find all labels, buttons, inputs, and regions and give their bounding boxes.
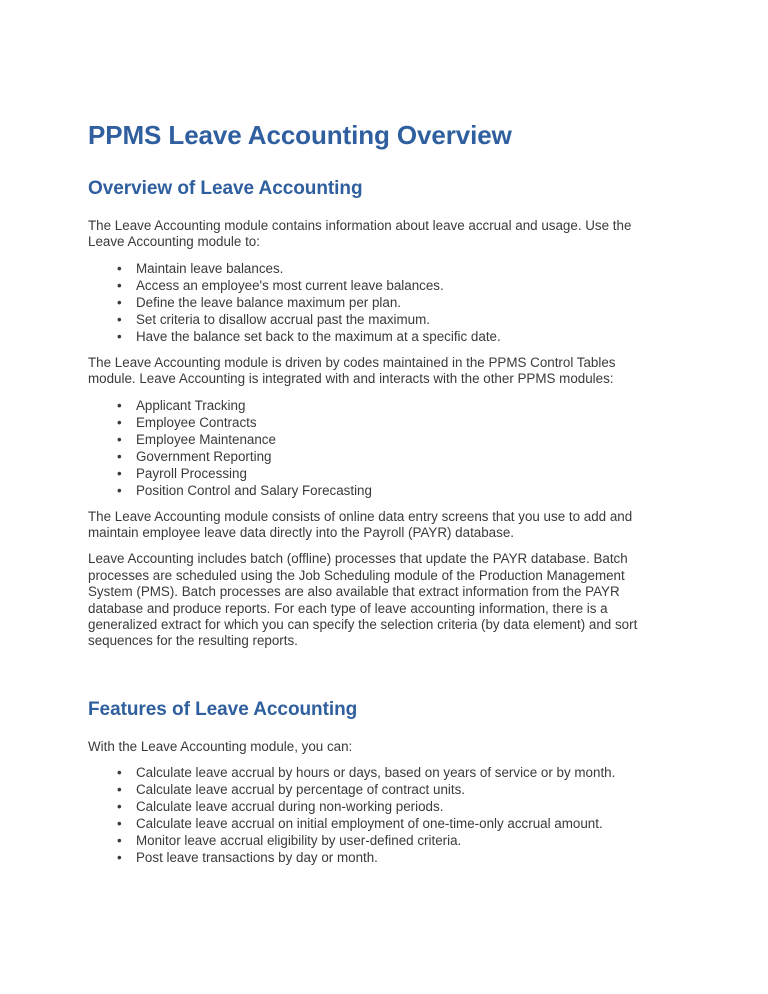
bullet-icon: •	[117, 782, 122, 798]
bullet-icon: •	[117, 799, 122, 815]
modules-paragraph: The Leave Accounting module is driven by codes maintained in the PPMS Control Tables module. Leave Accounting is integrated with and interacts with the other PPMS modules:	[88, 354, 616, 387]
page-title: PPMS Leave Accounting Overview	[88, 120, 512, 150]
section-heading-features: Features of Leave Accounting	[88, 698, 358, 720]
list-item-label: Define the leave balance maximum per plan.	[136, 294, 401, 310]
list-item	[88, 328, 664, 345]
spacer	[88, 541, 664, 551]
spacer	[88, 150, 664, 177]
section-heading-overview: Overview of Leave Accounting	[88, 178, 363, 199]
list-item	[88, 465, 664, 482]
list-item-label: Payroll Processing	[136, 465, 247, 481]
list-item	[88, 397, 664, 414]
bullet-icon: •	[117, 431, 122, 447]
list-item-label: Calculate leave accrual by hours or days, based on years of service or by month.	[136, 765, 616, 781]
list-item	[88, 764, 664, 781]
list-item	[88, 311, 664, 328]
spacer	[88, 200, 664, 218]
list-item-label: Calculate leave accrual during non-working periods.	[136, 799, 444, 815]
list-item	[88, 832, 664, 849]
spacer	[88, 721, 664, 739]
list-item	[88, 448, 664, 465]
list-item-label: Post leave transactions by day or month.	[136, 850, 378, 866]
bullet-icon: •	[117, 414, 122, 430]
list-item-label: Employee Maintenance	[136, 431, 276, 447]
spacer	[88, 650, 664, 698]
list-item	[88, 431, 664, 448]
spacer	[88, 388, 664, 397]
overview-intro-paragraph: The Leave Accounting module contains information about leave accrual and usage. Use the Leave Accounting module to:	[88, 218, 632, 250]
bullet-icon: •	[117, 465, 122, 481]
list-item	[88, 482, 664, 499]
list-item	[88, 798, 664, 815]
list-item-label: Maintain leave balances.	[136, 260, 284, 276]
list-item-label: Access an employee's most current leave balances.	[136, 277, 444, 293]
spacer	[88, 755, 664, 764]
bullet-icon: •	[117, 850, 122, 866]
spacer	[88, 251, 664, 260]
bullet-icon: •	[117, 294, 122, 310]
list-item	[88, 294, 664, 311]
list-item	[88, 781, 664, 798]
list-item	[88, 849, 664, 866]
list-item-label: Monitor leave accrual eligibility by user-defined criteria.	[136, 833, 462, 849]
uses-list	[88, 260, 664, 345]
list-item	[88, 815, 664, 832]
list-item	[88, 260, 664, 277]
list-item-label: Applicant Tracking	[136, 397, 246, 413]
list-item	[88, 277, 664, 294]
list-item-label: Have the balance set back to the maximum at a specific date.	[136, 328, 501, 344]
bullet-icon: •	[117, 311, 122, 327]
spacer	[88, 499, 664, 509]
bullet-icon: •	[117, 448, 122, 464]
online-entry-paragraph: The Leave Accounting module consists of online data entry screens that you use to add and maintain employee leave data directly into the Payroll (PAYR) database.	[88, 508, 633, 541]
modules-list	[88, 397, 664, 499]
list-item-label: Calculate leave accrual by percentage of contract units.	[136, 782, 465, 798]
bullet-icon: •	[117, 397, 122, 413]
features-intro-paragraph: With the Leave Accounting module, you can:	[88, 738, 353, 754]
features-list	[88, 764, 664, 866]
spacer	[88, 345, 664, 355]
list-item	[88, 414, 664, 431]
list-item-label: Government Reporting	[136, 448, 272, 464]
bullet-icon: •	[117, 482, 122, 498]
list-item-label: Calculate leave accrual on initial employment of one-time-only accrual amount.	[136, 816, 603, 832]
list-item-label: Position Control and Salary Forecasting	[136, 482, 372, 498]
bullet-icon: •	[117, 816, 122, 832]
list-item-label: Set criteria to disallow accrual past the maximum.	[136, 311, 430, 327]
bullet-icon: •	[117, 765, 122, 781]
bullet-icon: •	[117, 277, 122, 293]
bullet-icon: •	[117, 833, 122, 849]
bullet-icon: •	[117, 260, 122, 276]
batch-processes-paragraph: Leave Accounting includes batch (offline) processes that update the PAYR database. Batch processes are scheduled using the Job Scheduling module of the Production Management System (PMS). Batch processes are also available that extract information from the PAYR database and produce reports. For each type of leave accounting information, there is a generalized extract for which you can specify the selection criteria (by data element) and sort sequences for the resulting reports.	[88, 551, 638, 649]
list-item-label: Employee Contracts	[136, 414, 257, 430]
bullet-icon: •	[117, 328, 122, 344]
